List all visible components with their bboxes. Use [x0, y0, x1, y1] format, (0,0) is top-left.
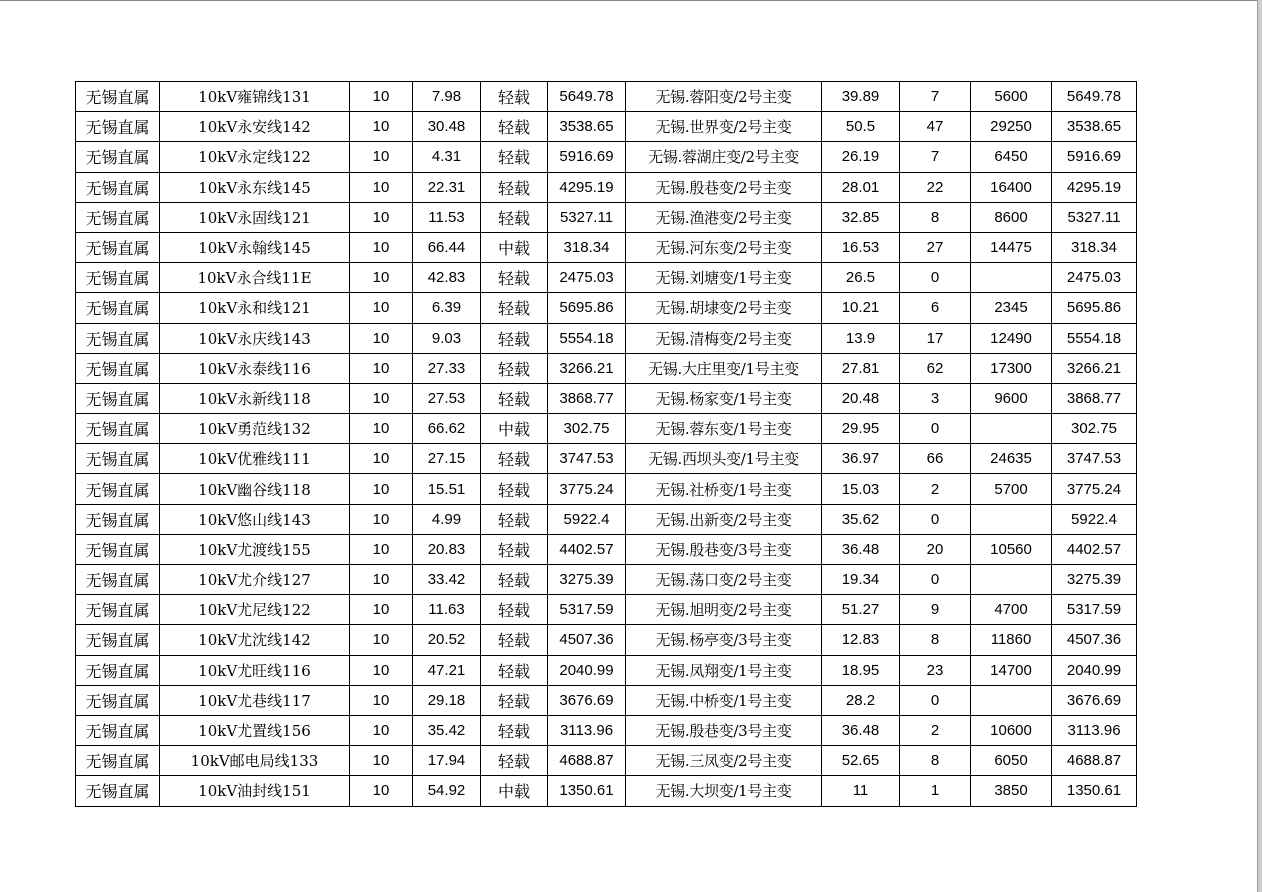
cell-user-capacity[interactable]: [971, 263, 1052, 293]
cell-available-capacity[interactable]: 2475.03: [1052, 263, 1137, 293]
cell-available-capacity[interactable]: 4688.87: [1052, 746, 1137, 776]
cell-user-count[interactable]: 7: [900, 142, 971, 172]
cell-line-name[interactable]: 10kV永新线118: [160, 383, 350, 413]
cell-load-status[interactable]: 轻载: [481, 444, 548, 474]
cell-org[interactable]: 无锡直属: [76, 504, 160, 534]
cell-line-name[interactable]: 10kV尤尼线122: [160, 595, 350, 625]
cell-voltage[interactable]: 10: [350, 625, 413, 655]
cell-voltage[interactable]: 10: [350, 565, 413, 595]
cell-line-name[interactable]: 10kV尤沈线142: [160, 625, 350, 655]
cell-load-status[interactable]: 轻载: [481, 263, 548, 293]
cell-line-name[interactable]: 10kV永庆线143: [160, 323, 350, 353]
cell-load-status[interactable]: 轻载: [481, 202, 548, 232]
cell-org[interactable]: 无锡直属: [76, 353, 160, 383]
cell-load-status[interactable]: 轻载: [481, 565, 548, 595]
cell-voltage[interactable]: 10: [350, 202, 413, 232]
cell-voltage[interactable]: 10: [350, 263, 413, 293]
cell-substation[interactable]: 无锡.殷巷变/2号主变: [626, 172, 822, 202]
cell-voltage[interactable]: 10: [350, 595, 413, 625]
cell-load-rate[interactable]: 11.63: [413, 595, 481, 625]
data-table: [75, 81, 1137, 807]
cell-substation[interactable]: 无锡.蓉阳变/2号主变: [626, 82, 822, 112]
cell-load-rate[interactable]: 9.03: [413, 323, 481, 353]
table-row: [76, 444, 1137, 474]
cell-load-rate[interactable]: 66.62: [413, 414, 481, 444]
cell-line-name[interactable]: 10kV永合线11E: [160, 263, 350, 293]
cell-load-status[interactable]: 中载: [481, 776, 548, 806]
cell-line-name[interactable]: 10kV尤介线127: [160, 565, 350, 595]
cell-user-capacity[interactable]: [971, 414, 1052, 444]
cell-substation[interactable]: 无锡.蓉东变/1号主变: [626, 414, 822, 444]
table-row: [76, 263, 1137, 293]
cell-user-count[interactable]: 3: [900, 383, 971, 413]
cell-user-count[interactable]: 7: [900, 82, 971, 112]
cell-capacity-margin[interactable]: 4402.57: [548, 534, 626, 564]
cell-user-count[interactable]: 0: [900, 263, 971, 293]
cell-transformer-rate[interactable]: 36.48: [822, 534, 900, 564]
cell-org[interactable]: 无锡直属: [76, 142, 160, 172]
cell-transformer-rate[interactable]: 32.85: [822, 202, 900, 232]
cell-substation[interactable]: 无锡.旭明变/2号主变: [626, 595, 822, 625]
cell-substation[interactable]: 无锡.刘塘变/1号主变: [626, 263, 822, 293]
cell-available-capacity[interactable]: 4295.19: [1052, 172, 1137, 202]
cell-transformer-rate[interactable]: 12.83: [822, 625, 900, 655]
cell-user-count[interactable]: 0: [900, 414, 971, 444]
cell-user-capacity[interactable]: 6050: [971, 746, 1052, 776]
cell-line-name[interactable]: 10kV永翰线145: [160, 232, 350, 262]
cell-load-rate[interactable]: 4.31: [413, 142, 481, 172]
cell-voltage[interactable]: 10: [350, 142, 413, 172]
cell-load-rate[interactable]: 42.83: [413, 263, 481, 293]
cell-voltage[interactable]: 10: [350, 715, 413, 745]
cell-load-status[interactable]: 轻载: [481, 474, 548, 504]
table-row: [76, 293, 1137, 323]
cell-line-name[interactable]: 10kV尤巷线117: [160, 685, 350, 715]
cell-line-name[interactable]: 10kV油封线151: [160, 776, 350, 806]
cell-user-count[interactable]: 27: [900, 232, 971, 262]
cell-user-count[interactable]: 47: [900, 112, 971, 142]
cell-load-rate[interactable]: 33.42: [413, 565, 481, 595]
cell-transformer-rate[interactable]: 35.62: [822, 504, 900, 534]
cell-transformer-rate[interactable]: 51.27: [822, 595, 900, 625]
cell-load-status[interactable]: 轻载: [481, 655, 548, 685]
cell-line-name[interactable]: 10kV永泰线116: [160, 353, 350, 383]
cell-substation[interactable]: 无锡.大坝变/1号主变: [626, 776, 822, 806]
cell-user-count[interactable]: 20: [900, 534, 971, 564]
cell-available-capacity[interactable]: 5695.86: [1052, 293, 1137, 323]
cell-load-status[interactable]: 轻载: [481, 353, 548, 383]
cell-available-capacity[interactable]: 3113.96: [1052, 715, 1137, 745]
cell-load-status[interactable]: 轻载: [481, 323, 548, 353]
table-row: [76, 715, 1137, 745]
table-row: [76, 776, 1137, 806]
vertical-scrollbar[interactable]: [1257, 0, 1262, 892]
cell-load-status[interactable]: 轻载: [481, 504, 548, 534]
cell-load-status[interactable]: 轻载: [481, 595, 548, 625]
cell-transformer-rate[interactable]: 26.19: [822, 142, 900, 172]
cell-available-capacity[interactable]: 5916.69: [1052, 142, 1137, 172]
cell-user-count[interactable]: 62: [900, 353, 971, 383]
cell-transformer-rate[interactable]: 29.95: [822, 414, 900, 444]
cell-capacity-margin[interactable]: 5922.4: [548, 504, 626, 534]
cell-load-rate[interactable]: 54.92: [413, 776, 481, 806]
cell-substation[interactable]: 无锡.殷巷变/3号主变: [626, 534, 822, 564]
table-row: [76, 323, 1137, 353]
cell-available-capacity[interactable]: 4402.57: [1052, 534, 1137, 564]
cell-available-capacity[interactable]: 3275.39: [1052, 565, 1137, 595]
cell-capacity-margin[interactable]: 3747.53: [548, 444, 626, 474]
table-row: [76, 565, 1137, 595]
table-body: [76, 82, 1137, 807]
cell-load-rate[interactable]: 66.44: [413, 232, 481, 262]
cell-org[interactable]: 无锡直属: [76, 263, 160, 293]
cell-user-capacity[interactable]: [971, 565, 1052, 595]
cell-org[interactable]: 无锡直属: [76, 565, 160, 595]
cell-substation[interactable]: 无锡.中桥变/1号主变: [626, 685, 822, 715]
cell-substation[interactable]: 无锡.清梅变/2号主变: [626, 323, 822, 353]
cell-voltage[interactable]: 10: [350, 504, 413, 534]
cell-voltage[interactable]: 10: [350, 746, 413, 776]
table-row: [76, 534, 1137, 564]
cell-substation[interactable]: 无锡.殷巷变/3号主变: [626, 715, 822, 745]
cell-user-capacity[interactable]: [971, 504, 1052, 534]
cell-transformer-rate[interactable]: 13.9: [822, 323, 900, 353]
cell-line-name[interactable]: 10kV悠山线143: [160, 504, 350, 534]
cell-line-name[interactable]: 10kV邮电局线133: [160, 746, 350, 776]
cell-load-rate[interactable]: 27.53: [413, 383, 481, 413]
cell-load-status[interactable]: 轻载: [481, 112, 548, 142]
cell-load-rate[interactable]: 35.42: [413, 715, 481, 745]
cell-transformer-rate[interactable]: 50.5: [822, 112, 900, 142]
cell-substation[interactable]: 无锡.世界变/2号主变: [626, 112, 822, 142]
cell-transformer-rate[interactable]: 15.03: [822, 474, 900, 504]
cell-voltage[interactable]: 10: [350, 323, 413, 353]
cell-user-capacity[interactable]: 4700: [971, 595, 1052, 625]
cell-transformer-rate[interactable]: 28.01: [822, 172, 900, 202]
cell-available-capacity[interactable]: 5327.11: [1052, 202, 1137, 232]
cell-line-name[interactable]: 10kV永固线121: [160, 202, 350, 232]
table-row: [76, 655, 1137, 685]
cell-voltage[interactable]: 10: [350, 232, 413, 262]
cell-user-count[interactable]: 8: [900, 202, 971, 232]
top-border-line: [0, 0, 1262, 1]
cell-org[interactable]: 无锡直属: [76, 202, 160, 232]
cell-org[interactable]: 无锡直属: [76, 715, 160, 745]
cell-load-status[interactable]: 轻载: [481, 715, 548, 745]
cell-load-status[interactable]: 轻载: [481, 685, 548, 715]
cell-load-status[interactable]: 中载: [481, 232, 548, 262]
cell-user-capacity[interactable]: 24635: [971, 444, 1052, 474]
cell-org[interactable]: 无锡直属: [76, 232, 160, 262]
cell-load-rate[interactable]: 4.99: [413, 504, 481, 534]
cell-user-capacity[interactable]: 29250: [971, 112, 1052, 142]
cell-user-count[interactable]: 8: [900, 625, 971, 655]
cell-available-capacity[interactable]: 5317.59: [1052, 595, 1137, 625]
table-row: [76, 414, 1137, 444]
cell-load-status[interactable]: 中载: [481, 414, 548, 444]
cell-voltage[interactable]: 10: [350, 383, 413, 413]
cell-line-name[interactable]: 10kV永安线142: [160, 112, 350, 142]
cell-capacity-margin[interactable]: 3266.21: [548, 353, 626, 383]
cell-user-count[interactable]: 0: [900, 685, 971, 715]
cell-load-status[interactable]: 轻载: [481, 293, 548, 323]
cell-load-rate[interactable]: 47.21: [413, 655, 481, 685]
cell-user-capacity[interactable]: 2345: [971, 293, 1052, 323]
cell-voltage[interactable]: 10: [350, 82, 413, 112]
cell-load-rate[interactable]: 30.48: [413, 112, 481, 142]
cell-voltage[interactable]: 10: [350, 474, 413, 504]
cell-load-rate[interactable]: 27.33: [413, 353, 481, 383]
cell-user-count[interactable]: 2: [900, 474, 971, 504]
cell-transformer-rate[interactable]: 20.48: [822, 383, 900, 413]
cell-line-name[interactable]: 10kV勇范线132: [160, 414, 350, 444]
cell-available-capacity[interactable]: 3747.53: [1052, 444, 1137, 474]
cell-user-count[interactable]: 0: [900, 504, 971, 534]
cell-voltage[interactable]: 10: [350, 414, 413, 444]
cell-org[interactable]: 无锡直属: [76, 82, 160, 112]
cell-transformer-rate[interactable]: 39.89: [822, 82, 900, 112]
cell-capacity-margin[interactable]: 1350.61: [548, 776, 626, 806]
cell-substation[interactable]: 无锡.出新变/2号主变: [626, 504, 822, 534]
cell-load-status[interactable]: 轻载: [481, 746, 548, 776]
cell-transformer-rate[interactable]: 27.81: [822, 353, 900, 383]
cell-substation[interactable]: 无锡.大庄里变/1号主变: [626, 353, 822, 383]
cell-user-count[interactable]: 9: [900, 595, 971, 625]
cell-transformer-rate[interactable]: 18.95: [822, 655, 900, 685]
cell-substation[interactable]: 无锡.荡口变/2号主变: [626, 565, 822, 595]
cell-load-status[interactable]: 轻载: [481, 625, 548, 655]
cell-user-capacity[interactable]: 12490: [971, 323, 1052, 353]
table-row: [76, 474, 1137, 504]
cell-capacity-margin[interactable]: 5695.86: [548, 293, 626, 323]
cell-org[interactable]: 无锡直属: [76, 414, 160, 444]
cell-voltage[interactable]: 10: [350, 353, 413, 383]
cell-user-count[interactable]: 2: [900, 715, 971, 745]
cell-user-capacity[interactable]: 10560: [971, 534, 1052, 564]
cell-line-name[interactable]: 10kV尤旺线116: [160, 655, 350, 685]
cell-user-capacity[interactable]: 5700: [971, 474, 1052, 504]
cell-voltage[interactable]: 10: [350, 444, 413, 474]
cell-org[interactable]: 无锡直属: [76, 444, 160, 474]
cell-capacity-margin[interactable]: 4507.36: [548, 625, 626, 655]
cell-substation[interactable]: 无锡.河东变/2号主变: [626, 232, 822, 262]
cell-user-capacity[interactable]: 8600: [971, 202, 1052, 232]
cell-org[interactable]: 无锡直属: [76, 685, 160, 715]
cell-user-capacity[interactable]: 5600: [971, 82, 1052, 112]
cell-user-count[interactable]: 8: [900, 746, 971, 776]
table-row: [76, 595, 1137, 625]
table-row: [76, 172, 1137, 202]
cell-transformer-rate[interactable]: 26.5: [822, 263, 900, 293]
cell-transformer-rate[interactable]: 10.21: [822, 293, 900, 323]
cell-capacity-margin[interactable]: 3775.24: [548, 474, 626, 504]
cell-available-capacity[interactable]: 4507.36: [1052, 625, 1137, 655]
cell-org[interactable]: 无锡直属: [76, 595, 160, 625]
cell-org[interactable]: 无锡直属: [76, 625, 160, 655]
cell-voltage[interactable]: 10: [350, 534, 413, 564]
table-row: [76, 625, 1137, 655]
cell-load-rate[interactable]: 29.18: [413, 685, 481, 715]
cell-org[interactable]: 无锡直属: [76, 323, 160, 353]
cell-substation[interactable]: 无锡.凤翔变/1号主变: [626, 655, 822, 685]
table-row: [76, 746, 1137, 776]
table-row: [76, 504, 1137, 534]
cell-capacity-margin[interactable]: 5649.78: [548, 82, 626, 112]
cell-available-capacity[interactable]: 3868.77: [1052, 383, 1137, 413]
cell-load-rate[interactable]: 20.52: [413, 625, 481, 655]
cell-transformer-rate[interactable]: 52.65: [822, 746, 900, 776]
cell-available-capacity[interactable]: 5922.4: [1052, 504, 1137, 534]
cell-available-capacity[interactable]: 302.75: [1052, 414, 1137, 444]
cell-transformer-rate[interactable]: 19.34: [822, 565, 900, 595]
cell-user-capacity[interactable]: 17300: [971, 353, 1052, 383]
cell-line-name[interactable]: 10kV幽谷线118: [160, 474, 350, 504]
cell-substation[interactable]: 无锡.杨亭变/3号主变: [626, 625, 822, 655]
cell-load-rate[interactable]: 27.15: [413, 444, 481, 474]
cell-available-capacity[interactable]: 3676.69: [1052, 685, 1137, 715]
cell-transformer-rate[interactable]: 11: [822, 776, 900, 806]
cell-transformer-rate[interactable]: 28.2: [822, 685, 900, 715]
cell-capacity-margin[interactable]: 3538.65: [548, 112, 626, 142]
table-row: [76, 353, 1137, 383]
cell-org[interactable]: 无锡直属: [76, 776, 160, 806]
cell-user-capacity[interactable]: 16400: [971, 172, 1052, 202]
cell-org[interactable]: 无锡直属: [76, 746, 160, 776]
cell-user-count[interactable]: 17: [900, 323, 971, 353]
cell-voltage[interactable]: 10: [350, 655, 413, 685]
cell-org[interactable]: 无锡直属: [76, 474, 160, 504]
cell-available-capacity[interactable]: 3266.21: [1052, 353, 1137, 383]
cell-transformer-rate[interactable]: 36.48: [822, 715, 900, 745]
cell-user-capacity[interactable]: 9600: [971, 383, 1052, 413]
cell-user-capacity[interactable]: 14700: [971, 655, 1052, 685]
cell-line-name[interactable]: 10kV尤置线156: [160, 715, 350, 745]
cell-capacity-margin[interactable]: 318.34: [548, 232, 626, 262]
cell-voltage[interactable]: 10: [350, 685, 413, 715]
cell-user-count[interactable]: 22: [900, 172, 971, 202]
cell-transformer-rate[interactable]: 16.53: [822, 232, 900, 262]
cell-user-capacity[interactable]: 14475: [971, 232, 1052, 262]
cell-user-count[interactable]: 66: [900, 444, 971, 474]
cell-user-capacity[interactable]: 3850: [971, 776, 1052, 806]
cell-voltage[interactable]: 10: [350, 293, 413, 323]
cell-capacity-margin[interactable]: 3113.96: [548, 715, 626, 745]
cell-org[interactable]: 无锡直属: [76, 655, 160, 685]
cell-load-status[interactable]: 轻载: [481, 534, 548, 564]
table-row: [76, 142, 1137, 172]
cell-line-name[interactable]: 10kV永定线122: [160, 142, 350, 172]
cell-capacity-margin[interactable]: 4688.87: [548, 746, 626, 776]
table-row: [76, 82, 1137, 112]
cell-capacity-margin[interactable]: 5317.59: [548, 595, 626, 625]
cell-user-capacity[interactable]: 10600: [971, 715, 1052, 745]
cell-line-name[interactable]: 10kV永和线121: [160, 293, 350, 323]
cell-line-name[interactable]: 10kV永东线145: [160, 172, 350, 202]
cell-user-capacity[interactable]: 6450: [971, 142, 1052, 172]
cell-user-count[interactable]: 23: [900, 655, 971, 685]
table-row: [76, 383, 1137, 413]
cell-capacity-margin[interactable]: 302.75: [548, 414, 626, 444]
cell-user-count[interactable]: 1: [900, 776, 971, 806]
cell-capacity-margin[interactable]: 2475.03: [548, 263, 626, 293]
cell-voltage[interactable]: 10: [350, 112, 413, 142]
cell-available-capacity[interactable]: 318.34: [1052, 232, 1137, 262]
cell-load-status[interactable]: 轻载: [481, 142, 548, 172]
cell-capacity-margin[interactable]: 3868.77: [548, 383, 626, 413]
cell-available-capacity[interactable]: 3538.65: [1052, 112, 1137, 142]
cell-capacity-margin[interactable]: 5327.11: [548, 202, 626, 232]
cell-capacity-margin[interactable]: 3676.69: [548, 685, 626, 715]
table-row: [76, 232, 1137, 262]
cell-user-count[interactable]: 0: [900, 565, 971, 595]
cell-available-capacity[interactable]: 5649.78: [1052, 82, 1137, 112]
cell-voltage[interactable]: 10: [350, 172, 413, 202]
cell-capacity-margin[interactable]: 3275.39: [548, 565, 626, 595]
cell-load-status[interactable]: 轻载: [481, 172, 548, 202]
cell-capacity-margin[interactable]: 4295.19: [548, 172, 626, 202]
cell-substation[interactable]: 无锡.社桥变/1号主变: [626, 474, 822, 504]
cell-user-count[interactable]: 6: [900, 293, 971, 323]
cell-voltage[interactable]: 10: [350, 776, 413, 806]
cell-load-rate[interactable]: 7.98: [413, 82, 481, 112]
cell-capacity-margin[interactable]: 2040.99: [548, 655, 626, 685]
table-row: [76, 202, 1137, 232]
cell-load-rate[interactable]: 11.53: [413, 202, 481, 232]
cell-org[interactable]: 无锡直属: [76, 293, 160, 323]
cell-available-capacity[interactable]: 1350.61: [1052, 776, 1137, 806]
cell-substation[interactable]: 无锡.三凤变/2号主变: [626, 746, 822, 776]
cell-available-capacity[interactable]: 5554.18: [1052, 323, 1137, 353]
cell-user-capacity[interactable]: 11860: [971, 625, 1052, 655]
cell-line-name[interactable]: 10kV雍锦线131: [160, 82, 350, 112]
cell-org[interactable]: 无锡直属: [76, 172, 160, 202]
cell-load-rate[interactable]: 17.94: [413, 746, 481, 776]
cell-load-status[interactable]: 轻载: [481, 82, 548, 112]
cell-substation[interactable]: 无锡.西坝头变/1号主变: [626, 444, 822, 474]
cell-line-name[interactable]: 10kV优雅线111: [160, 444, 350, 474]
cell-load-rate[interactable]: 6.39: [413, 293, 481, 323]
cell-substation[interactable]: 无锡.杨家变/1号主变: [626, 383, 822, 413]
cell-line-name[interactable]: 10kV尤渡线155: [160, 534, 350, 564]
cell-load-status[interactable]: 轻载: [481, 383, 548, 413]
cell-org[interactable]: 无锡直属: [76, 534, 160, 564]
cell-capacity-margin[interactable]: 5916.69: [548, 142, 626, 172]
table-row: [76, 112, 1137, 142]
cell-load-rate[interactable]: 20.83: [413, 534, 481, 564]
cell-available-capacity[interactable]: 2040.99: [1052, 655, 1137, 685]
cell-load-rate[interactable]: 22.31: [413, 172, 481, 202]
cell-user-capacity[interactable]: [971, 685, 1052, 715]
cell-substation[interactable]: 无锡.渔港变/2号主变: [626, 202, 822, 232]
cell-available-capacity[interactable]: 3775.24: [1052, 474, 1137, 504]
cell-substation[interactable]: 无锡.蓉湖庄变/2号主变: [626, 142, 822, 172]
cell-substation[interactable]: 无锡.胡埭变/2号主变: [626, 293, 822, 323]
cell-org[interactable]: 无锡直属: [76, 112, 160, 142]
table-row: [76, 685, 1137, 715]
cell-capacity-margin[interactable]: 5554.18: [548, 323, 626, 353]
cell-transformer-rate[interactable]: 36.97: [822, 444, 900, 474]
cell-load-rate[interactable]: 15.51: [413, 474, 481, 504]
cell-org[interactable]: 无锡直属: [76, 383, 160, 413]
